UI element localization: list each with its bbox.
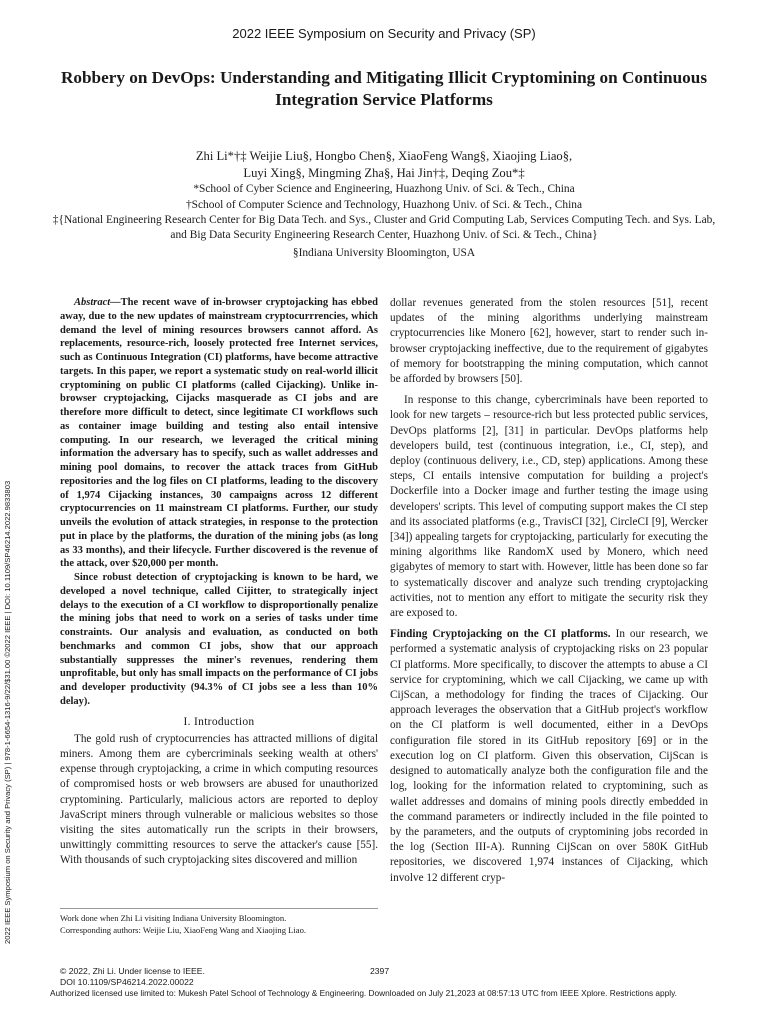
abstract-label: Abstract—	[74, 297, 121, 308]
authors-line-2: Luyi Xing§, Mingming Zha§, Hai Jin†‡, Deqing Zou*‡	[243, 165, 525, 180]
paper-title: Robbery on DevOps: Understanding and Mitigating Illicit Cryptomining on Continuous Integration Service Platforms	[60, 68, 708, 109]
side-doi-stamp: 2022 IEEE Symposium on Security and Privacy (SP) | 978-1-6654-1316-9/22/$31.00 ©2022 IEEE | DOI: 10.1109/SP46214.2022.9833803	[3, 480, 12, 944]
abstract-paragraph-2: Since robust detection of cryptojacking is known to be hard, we developed a novel technique, called Cijitter, to strategically inject delays to the execution of a CI workflow to disproportionally penalize the mining jobs that need to work on a series of tasks under time constraints. Our analysis and evaluation, as conducted on both benchmarks and common CI jobs, show that our approach substantially suppresses the miner's revenues, rendering them unprofitable, but only has small impacts on the performance of CI jobs and developer productivity (94.3% of CI jobs see a less than 10% delay).	[60, 572, 378, 707]
right-paragraph-2: In response to this change, cybercriminals have been reported to look for new targets – resource-rich but less protected public services, DevOps platforms [2], [31] in particular. DevOps platforms help developers build, test (continuous integration, i.e., CI, step), and deploy (continuous delivery, i.e., CD, step) applications. Among these steps, CI entails intensive computation for building a project's Dockerfile into a Docker image and further testing the image using developers' scripts. This level of computing support makes the CI step and its associated platforms (e.g., TravisCI [32], CircleCI [9], Wercker [34]) appealing targets for cryptojacking, particularly for executing the mining algorithms like RandomX used by Monero, which need gigabytes of memory to start with. However, little has been done so far to systematically discover and analyze such trending cryptojacking activities, not to mention any effort to mitigate the security risk they are exposed to.	[390, 394, 708, 620]
section-heading-introduction: I. Introduction	[183, 715, 255, 728]
right-column	[390, 296, 708, 886]
left-column	[60, 296, 378, 869]
abstract-paragraph-1: The recent wave of in-browser cryptojacking has ebbed away, due to the new updates of mainstream cryptocurrrencies, which demand the level of mining resources browsers cannot afford. As replacements, resource-rich, loosely protected free Internet services, such as Continuous Integration (CI) platforms, have become attractive targets. In this paper, we report a systematic study on real-world illicit cryptomining on public CI platforms (called Cijacking). Unlike in-browser cryptojacking, Cijacks masquerade as CI jobs and are therefore more difficult to detect, since legitimate CI workflows such as container image building and testing also entail intensive computing. In our research, we leveraged the critical mining information the adversary has to specify, such as wallet addresses and mining pool domains, to recover the attack traces from GitHub repositories and the log files on CI platforms, leading to the discovery of 1,974 Cijacking instances, 30 campaigns across 12 different cryptocurrencies on 11 mainstream CI platforms. Further, our study unveils the evolution of attack strategies, in response to the protection put in place by the platforms, the duration of the mining jobs (as long as 33 months), and their lifecycle. Further discovered is the revenue of the attack, over $20,000 per month.	[60, 297, 378, 570]
conference-header: 2022 IEEE Symposium on Security and Privacy (SP)	[232, 26, 536, 41]
author-list	[60, 148, 708, 181]
right-paragraph-1: dollar revenues generated from the stolen resources [51], recent updates of the mining algorithms underlying mainstream cryptocurrencies like Monero [62], however, start to render such in-browser cryptojacking ineffective, due to the requirement of gigabytes of memory for bootstrapping the mining computation, which cannot be afforded by browsers [50].	[390, 297, 708, 386]
abstract	[60, 296, 378, 709]
footnote	[60, 908, 378, 936]
copyright-notice: © 2022, Zhi Li. Under license to IEEE.	[60, 966, 205, 976]
license-notice: Authorized licensed use limited to: Mukesh Patel School of Technology & Engineering. Downloaded on July 21,2023 at 08:57:13 UTC from IEEE Xplore. Restrictions apply.	[50, 988, 677, 998]
finding-cryptojacking-heading: Finding Cryptojacking on the CI platforms.	[390, 628, 611, 641]
page-number: 2397	[370, 966, 390, 976]
footnote-work-done: Work done when Zhi Li visiting Indiana University Bloomington.	[60, 913, 287, 923]
affiliation-1: *School of Cyber Science and Engineering, Huazhong Univ. of Sci. & Tech., China	[193, 183, 575, 195]
affiliation-4: §Indiana University Bloomington, USA	[292, 247, 476, 259]
affiliation-3: ‡{National Engineering Research Center for Big Data Tech. and Sys., Cluster and Grid Computing Lab, Services Computing Tech. and Sys. Lab, and Big Data Security Engineering Research Center, Huazhong Univ. of Sci. & Tech., China}	[52, 214, 716, 242]
right-paragraph-3	[390, 627, 708, 885]
doi-notice: DOI 10.1109/SP46214.2022.00022	[60, 977, 194, 987]
right-paragraph-3-text: In our research, we performed a systematic analysis of cryptojacking risks on 23 popular CI platforms. More specifically, to discover the attempts to abuse a CI service for cryptomining, which we call Cijacking, we came up with CijScan, a methodology for finding the traces of Cijacking. Our approach leverages the observation that a GitHub project's workflow on the CI platform is well documented, either in a DevOps configuration file stored in its GitHub repository [69] or in the execution log on CI platform. Given this observation, CijScan is designed to automatically analyze both the configuration file and the log, looking for the information related to cryptomining, such as wallet addresses and domains of mining pools directly embedded in the command parameters or indirectly included in the file pointed to by the parameters, and the outputs of cryptomining jobs recorded in the log (Section III-A). Running CijScan on over 580K GitHub repositories, we discovered 1,974 instances of Cijacking, which involve 12 different cryp-	[390, 628, 708, 884]
footnote-corresponding: Corresponding authors: Weijie Liu, XiaoFeng Wang and Xiaojing Liao.	[60, 924, 307, 935]
authors-line-1: Zhi Li*†‡ Weijie Liu§, Hongbo Chen§, XiaoFeng Wang§, Xiaojing Liao§,	[195, 149, 573, 163]
intro-paragraph-1: The gold rush of cryptocurrencies has attracted millions of digital miners. Among them are cybercriminals seeking wealth at others' expense through cryptojacking, a crime in which computing resources of compromised hosts or web browsers are abused for unauthorized cryptomining. Particularly, malicious actors are reported to deploy JavaScript miners through vulnerable or malicious websites so those visiting the sites automatically run the scripts in their browsers, unwittingly committing resources to serve the attacker's cause [55]. With thousands of such cryptojacking sites discovered and million	[60, 732, 378, 867]
affiliation-2: †School of Computer Science and Technology, Huazhong Univ. of Sci. & Tech., China	[185, 199, 583, 211]
